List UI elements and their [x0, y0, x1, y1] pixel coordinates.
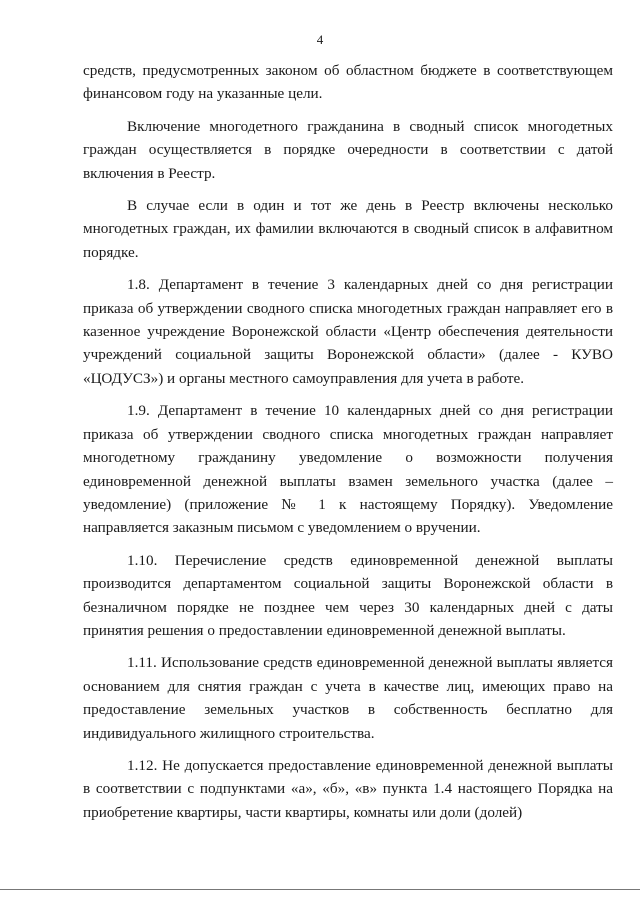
paragraph-same-day-order: В случае если в один и тот же день в Реестр включены несколько многодетных граждан, их фамилии включаются в сводный список в алфавитном порядке.: [83, 197, 613, 261]
paragraph-clause-1-10: 1.10. Перечисление средств единовременной денежной выплаты производится департаментом социальной защиты Воронежской области в безналичном порядке не позднее чем через 30 календарных дней с даты принятия решения о предоставлении единовременной денежной выплаты.: [83, 551, 613, 639]
paragraph-inclusion-order: Включение многодетного гражданина в сводный список многодетных граждан осуществляется в порядке очередности в соответствии с датой включения в Реестр.: [83, 117, 613, 182]
page-number: 4: [316, 32, 324, 47]
paragraph-budget-continuation: средств, предусмотренных законом об областном бюджете в соответствующем финансовом году на указанные цели.: [83, 62, 613, 103]
paragraph-clause-1-11: 1.11. Использование средств единовременной денежной выплаты является основанием для снятия граждан с учета в качестве лиц, имеющих право на предоставление земельных участков в собственность бесплатно для индивидуального жилищного строительства.: [83, 654, 613, 742]
page-bottom-rule: [0, 889, 640, 890]
document-body: [83, 59, 613, 824]
paragraph-clause-1-9: 1.9. Департамент в течение 10 календарных дней со дня регистрации приказа об утверждении сводного списка многодетных граждан направляет многодетному гражданину уведомление о возможности получения единовременной денежной выплаты взамен земельного участка (далее – уведомление) (приложение № 1 к настоящему Порядку). Уведомление направляется заказным письмом с уведомлением о вручении.: [83, 402, 613, 537]
paragraph-clause-1-8: 1.8. Департамент в течение 3 календарных дней со дня регистрации приказа об утверждении сводного списка многодетных граждан направляет его в казенное учреждение Воронежской области «Центр обеспечения деятельности учреждений социальной защиты Воронежской области» (далее - КУВО «ЦОДУСЗ») и органы местного самоуправления для учета в работе.: [83, 276, 613, 387]
paragraph-clause-1-12: 1.12. Не допускается предоставление единовременной денежной выплаты в соответствии с подпунктами «а», «б», «в» пункта 1.4 настоящего Порядка на приобретение квартиры, части квартиры, комнаты или доли (долей): [83, 756, 613, 821]
